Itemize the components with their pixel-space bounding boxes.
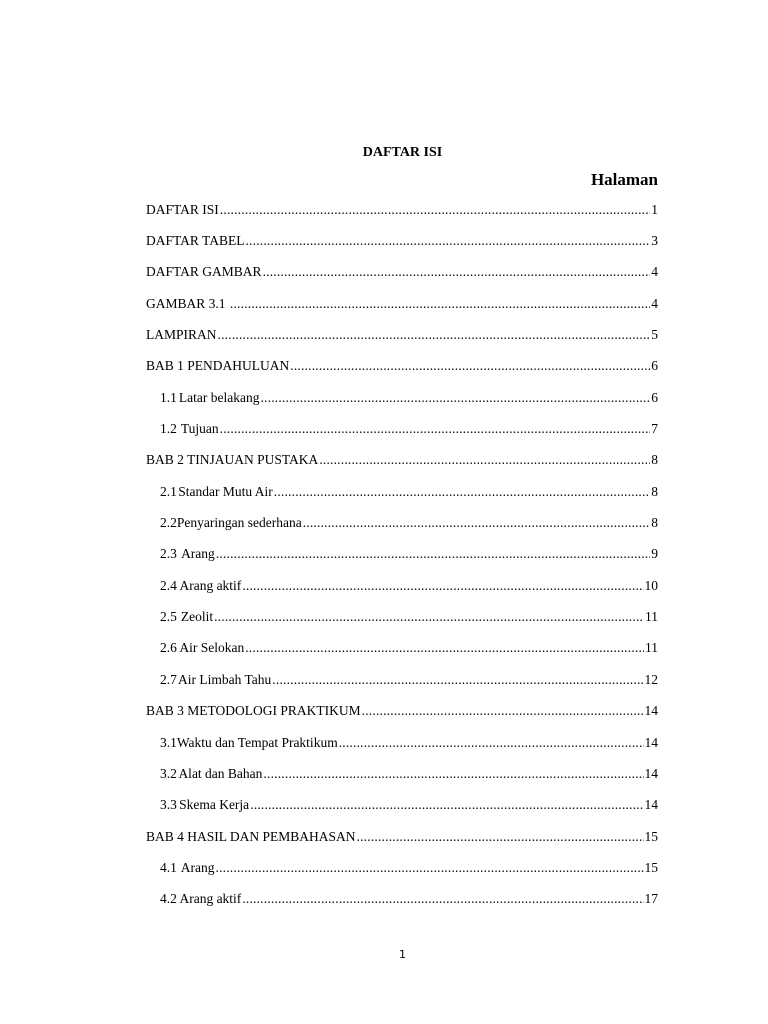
toc-entry-number: 2.6 — [160, 640, 177, 656]
toc-entry-page: 11 — [645, 609, 658, 625]
toc-entry-number: 4.2 — [160, 891, 177, 907]
toc-entry-page: 14 — [644, 734, 658, 750]
toc-entry-number: 2.3 — [160, 546, 177, 562]
toc-entry-page: 4 — [651, 295, 658, 311]
toc-entry-number: 2.5 — [160, 609, 177, 625]
toc-entry — [146, 413, 658, 444]
toc-entry-page: 9 — [651, 546, 658, 562]
toc-entry — [146, 476, 658, 507]
toc-entry-page: 8 — [651, 515, 658, 531]
dot-leader — [362, 703, 644, 719]
toc-entry-number: 3.1 — [160, 734, 177, 750]
toc-entry-number: 1.1 — [160, 389, 177, 405]
toc-entry-label: Latar belakang — [178, 389, 260, 405]
toc-entry-number: 2.1 — [160, 483, 177, 499]
toc-entry — [146, 601, 658, 632]
dot-leader — [339, 735, 644, 751]
toc-entry-number: 3.3 — [160, 797, 177, 813]
toc-entry-number: 2.7 — [160, 671, 177, 687]
dot-leader — [303, 515, 651, 531]
toc-entry-page: 11 — [645, 640, 658, 656]
toc-entry-label: Zeolit — [180, 609, 214, 625]
toc-entry-page: 6 — [651, 358, 658, 374]
footer-page-number: 1 — [399, 948, 406, 961]
toc-entry — [146, 225, 658, 256]
toc-entry-page: 17 — [644, 891, 658, 907]
toc-entry-label: Arang — [181, 546, 215, 562]
toc-entry — [146, 445, 658, 476]
toc-entry-label: Air Limbah Tahu — [178, 671, 272, 687]
toc-entry-label: DAFTAR GAMBAR — [146, 264, 262, 280]
toc-entry — [146, 507, 658, 538]
toc-entry-page: 8 — [651, 483, 658, 499]
dot-leader — [250, 797, 643, 813]
toc-entry-label: BAB 3 METODOLOGI PRAKTIKUM — [146, 703, 361, 719]
toc-entry-page: 15 — [644, 828, 658, 844]
toc-entry-page: 10 — [644, 577, 658, 593]
toc-entry-label: LAMPIRAN — [146, 327, 217, 343]
toc-entry-page: 12 — [644, 671, 658, 687]
toc-entry-page: 14 — [644, 703, 658, 719]
toc-entry-label: DAFTAR ISI — [146, 201, 219, 217]
toc-entry-page: 4 — [651, 264, 658, 280]
toc-entry-page: 14 — [644, 765, 658, 781]
toc-entry-page: 1 — [651, 201, 658, 217]
dot-leader — [319, 452, 650, 468]
toc-entry-number: 3.2 — [160, 765, 177, 781]
dot-leader — [216, 860, 644, 876]
toc-entry — [146, 727, 658, 758]
toc-entry-label: BAB 4 HASIL DAN PEMBAHASAN — [146, 828, 356, 844]
toc-entry — [146, 570, 658, 601]
toc-entry — [146, 696, 658, 727]
dot-leader — [218, 327, 651, 343]
toc-entry — [146, 351, 658, 382]
toc-entry — [146, 382, 658, 413]
table-of-contents — [146, 194, 658, 915]
toc-entry-page: 15 — [644, 859, 658, 875]
dot-leader — [263, 766, 643, 782]
toc-entry-label: BAB 2 TINJAUAN PUSTAKA — [146, 452, 319, 468]
toc-entry-label: Skema Kerja — [179, 797, 250, 813]
toc-entry — [146, 664, 658, 695]
toc-entry-page: 8 — [651, 452, 658, 468]
toc-entry-label: Waktu dan Tempat Praktikum — [176, 734, 338, 750]
toc-entry-page: 3 — [651, 233, 658, 249]
toc-entry-label: Air Selokan — [179, 640, 245, 656]
dot-leader — [272, 672, 643, 688]
dot-leader — [214, 609, 644, 625]
toc-entry-page: 14 — [644, 797, 658, 813]
dot-leader — [242, 578, 643, 594]
dot-leader — [274, 484, 650, 500]
toc-entry — [146, 821, 658, 852]
toc-entry-label: Alat dan Bahan — [178, 765, 263, 781]
toc-entry-label: BAB 1 PENDAHULUAN — [146, 358, 290, 374]
toc-entry-number: 1.2 — [160, 421, 177, 437]
toc-entry — [146, 539, 658, 570]
toc-entry-number: 4.1 — [160, 859, 177, 875]
toc-entry-label: Arang aktif — [179, 891, 242, 907]
dot-leader — [260, 390, 650, 406]
toc-entry-number: 2.2 — [160, 515, 177, 531]
toc-entry-label: GAMBAR 3.1 — [146, 295, 229, 311]
toc-entry-page: 6 — [651, 389, 658, 405]
dot-leader — [290, 358, 650, 374]
toc-entry-label: Penyaringan sederhana — [176, 515, 302, 531]
dot-leader — [220, 421, 651, 437]
toc-entry-number: 2.4 — [160, 577, 177, 593]
toc-entry-label: DAFTAR TABEL — [146, 233, 245, 249]
toc-entry — [146, 852, 658, 883]
page-title: DAFTAR ISI — [362, 145, 443, 160]
toc-entry-page: 7 — [651, 421, 658, 437]
dot-leader — [263, 264, 651, 280]
toc-entry — [146, 884, 658, 915]
toc-entry — [146, 319, 658, 350]
dot-leader — [245, 640, 644, 656]
toc-entry-page: 5 — [651, 327, 658, 343]
toc-entry — [146, 194, 658, 225]
toc-entry-label: Tujuan — [180, 421, 219, 437]
dot-leader — [230, 296, 650, 312]
toc-entry-label: Arang aktif — [179, 577, 242, 593]
dot-leader — [220, 202, 650, 218]
toc-entry-label: Standar Mutu Air — [178, 483, 273, 499]
toc-entry — [146, 758, 658, 789]
dot-leader — [242, 891, 643, 907]
toc-entry — [146, 288, 658, 319]
dot-leader — [216, 546, 650, 562]
toc-entry — [146, 257, 658, 288]
toc-entry — [146, 790, 658, 821]
dot-leader — [245, 233, 650, 249]
page-column-header: Halaman — [590, 170, 658, 189]
toc-entry-label: Arang — [180, 859, 215, 875]
toc-entry — [146, 633, 658, 664]
dot-leader — [357, 829, 644, 845]
